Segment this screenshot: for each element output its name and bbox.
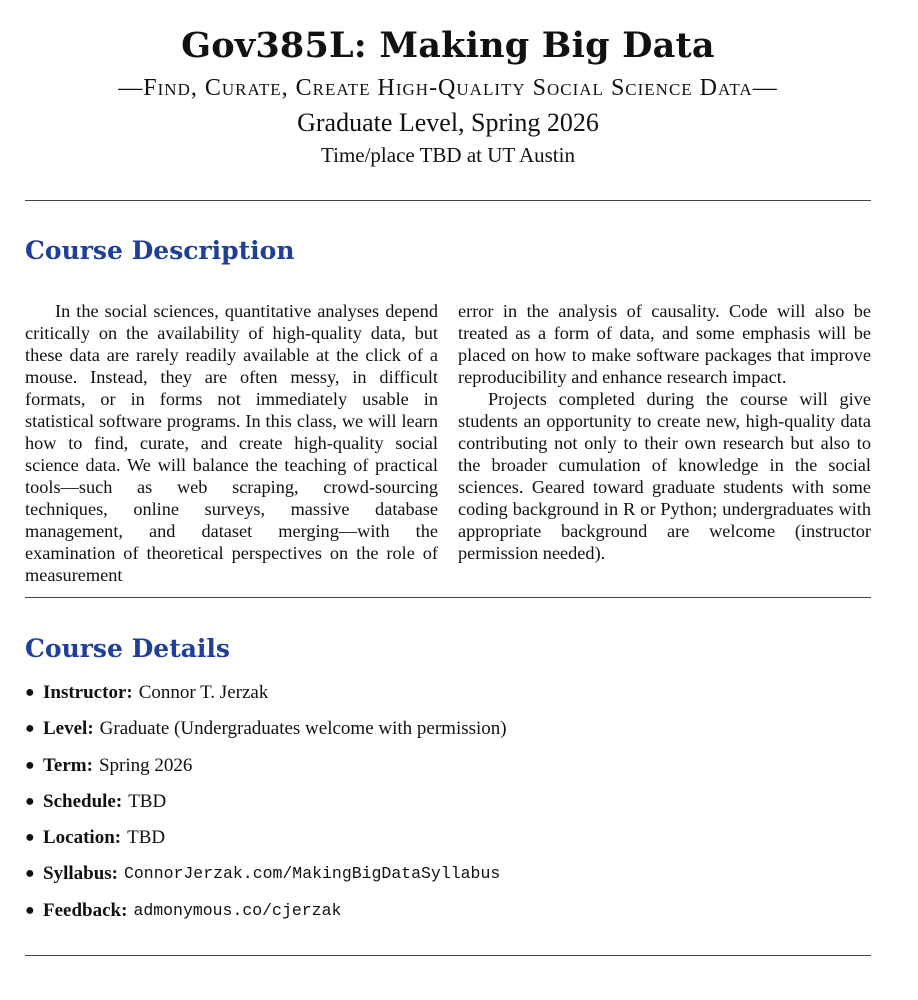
detail-label: Location: xyxy=(43,827,122,849)
detail-syllabus xyxy=(25,860,507,896)
detail-level xyxy=(25,715,507,751)
course-subtitle: —Find, Curate, Create High-Quality Social Science Data— xyxy=(118,75,778,101)
detail-location xyxy=(25,824,507,860)
section-title-description: Course Description xyxy=(25,236,295,265)
detail-label: Level: xyxy=(43,718,94,740)
course-level-term: Graduate Level, Spring 2026 xyxy=(297,108,599,137)
description-column-right xyxy=(458,300,871,586)
detail-label: Term: xyxy=(43,754,93,776)
description-paragraph-1-part-2: error in the analysis of causality. Code will also be treated as a form of data, and some emphasis will be placed on how to make software packages that improve reproducibility and enhance research impact. xyxy=(458,301,871,387)
bullet-icon: ● xyxy=(25,792,35,810)
detail-value: Spring 2026 xyxy=(98,754,193,776)
detail-value: TBD xyxy=(128,790,167,812)
bullet-icon: ● xyxy=(25,684,35,701)
course-details-list xyxy=(25,679,507,933)
bullet-icon: ● xyxy=(25,720,35,738)
course-time-place: Time/place TBD at UT Austin xyxy=(321,143,575,167)
syllabus-page xyxy=(25,0,871,921)
detail-term xyxy=(25,752,507,788)
bullet-icon: ● xyxy=(25,901,35,919)
bullet-icon: ● xyxy=(25,865,35,883)
syllabus-link[interactable]: ConnorJerzak.com/MakingBigDataSyllabus xyxy=(123,864,501,884)
divider-bottom xyxy=(25,955,871,956)
description-column-left xyxy=(25,300,438,586)
bullet-icon: ● xyxy=(25,756,35,774)
course-header xyxy=(25,0,871,170)
course-title: Gov385L: Making Big Data xyxy=(181,25,715,66)
feedback-link[interactable]: admonymous.co/cjerzak xyxy=(133,900,342,920)
description-columns xyxy=(25,300,871,586)
divider-middle xyxy=(25,597,871,598)
detail-instructor xyxy=(25,679,507,715)
detail-label: Feedback: xyxy=(43,899,128,921)
detail-label: Syllabus: xyxy=(43,863,118,885)
detail-feedback xyxy=(25,897,507,933)
detail-value: TBD xyxy=(127,827,166,849)
bullet-icon: ● xyxy=(25,829,35,847)
detail-label: Instructor: xyxy=(43,682,133,703)
detail-value: Connor T. Jerzak xyxy=(138,682,269,703)
divider-top xyxy=(25,200,871,201)
detail-schedule xyxy=(25,788,507,824)
detail-value: Graduate (Undergraduates welcome with permission) xyxy=(99,718,507,740)
description-paragraph-2: Projects completed during the course will give students an opportunity to create new, high-quality data contributing not only to their own research but also to the broader cumulation of knowledge in the social sciences. Geared toward graduate students with some coding background in R or Python; undergraduates with appropriate background are welcome (instructor permission needed). xyxy=(458,389,871,563)
detail-label: Schedule: xyxy=(43,790,123,812)
description-paragraph-1-part-1: In the social sciences, quantitative analyses depend critically on the availability of high-quality data, but these data are rarely readily available at the click of a mouse. Instead, they are often messy, in difficult formats, or in forms not immediately usable in statistical software programs. In this class, we will learn how to find, curate, and create high-quality social science data. We will balance the teaching of practical tools—such as web scraping, crowd-sourcing techniques, online surveys, massive database management, and dataset merging—with the examination of theoretical perspectives on the role of measurement xyxy=(25,301,438,585)
section-title-details: Course Details xyxy=(25,634,231,663)
